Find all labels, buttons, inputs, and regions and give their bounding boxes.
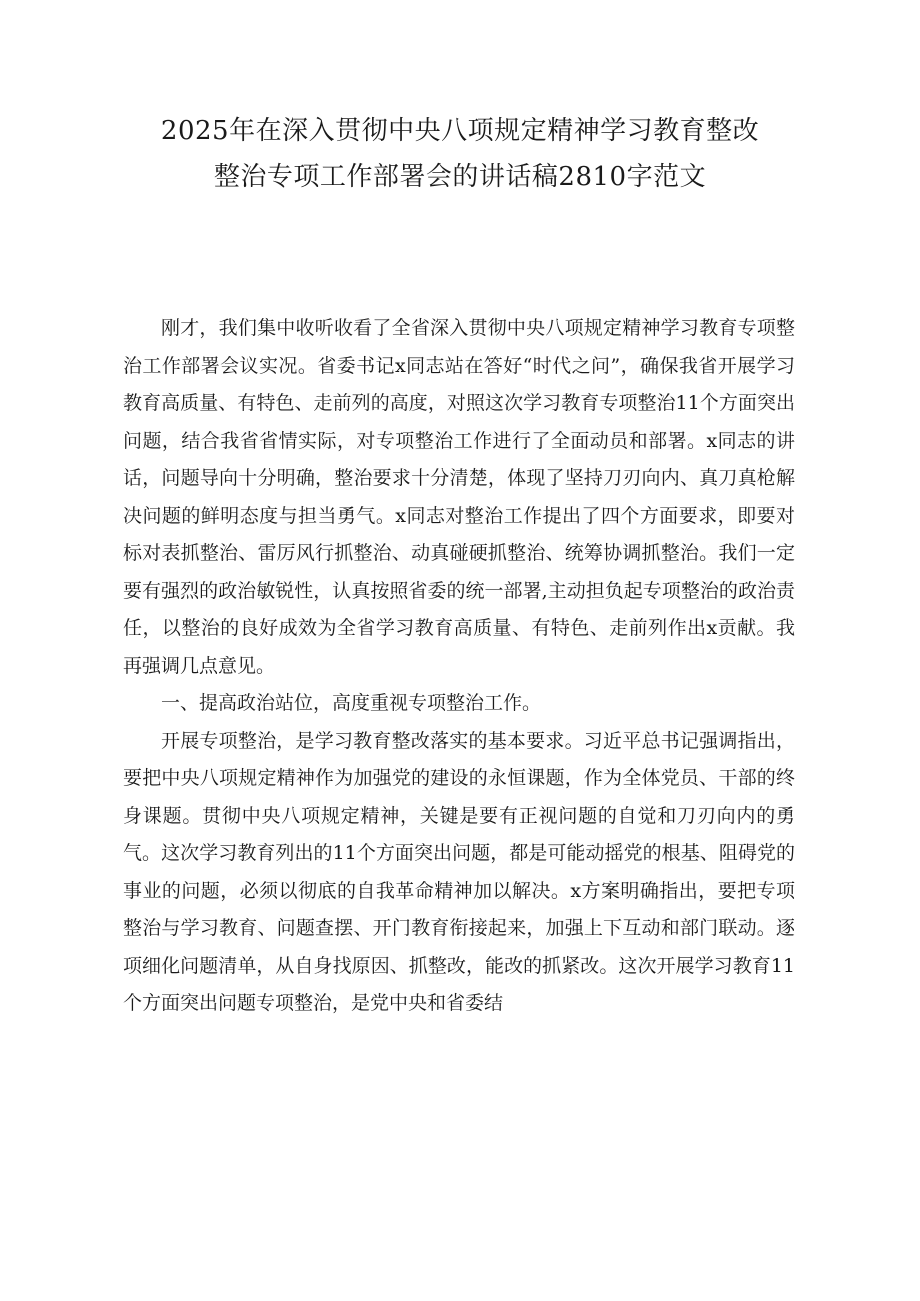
paragraph-1: 刚才，我们集中收听收看了全省深入贯彻中央八项规定精神学习教育专项整治工作部署会议实况。省委书记x同志站在答好“时代之问”，确保我省开展学习教育高质量、有特色、走前列的高度，对照这次学习教育专项整治11个方面突出问题，结合我省省情实际，对专项整治工作进行了全面动员和部署。x同志的讲话，问题导向十分明确，整治要求十分清楚，体现了坚持刀刃向内、真刀真枪解决问题的鲜明态度与担当勇气。x同志对整治工作提出了四个方面要求，即要对标对表抓整治、雷厉风行抓整治、动真碰硬抓整治、统筹协调抓整治。我们一定要有强烈的政治敏锐性，认真按照省委的统一部署,主动担负起专项整治的政治责任，以整治的良好成效为全省学习教育高质量、有特色、走前列作出x贡献。我再强调几点意见。 xyxy=(123,317,795,677)
document-body xyxy=(123,310,795,1023)
paragraph-2: 开展专项整治，是学习教育整改落实的基本要求。习近平总书记强调指出，要把中央八项规定精神作为加强党的建设的永恒课题，作为全体党员、干部的终身课题。贯彻中央八项规定精神，关键是要有正视问题的自觉和刀刃向内的勇气。这次学习教育列出的11个方面突出问题，都是可能动摇党的根基、阻碍党的事业的问题，必须以彻底的自我革命精神加以解决。x方案明确指出，要把专项整治与学习教育、问题查摆、开门教育衔接起来，加强上下互动和部门联动。逐项细化问题清单，从自身找原因、抓整改，能改的抓紧改。这次开展学习教育11个方面突出问题专项整治，是党中央和省委结 xyxy=(123,729,795,1014)
title-line-2: 整治专项工作部署会的讲话稿2810字范文 xyxy=(213,162,707,192)
title-line-1: 2025年在深入贯彻中央八项规定精神学习教育整改 xyxy=(160,116,760,146)
section-heading-1: 一、提高政治站位，高度重视专项整治工作。 xyxy=(161,692,542,714)
document-title xyxy=(60,108,860,200)
